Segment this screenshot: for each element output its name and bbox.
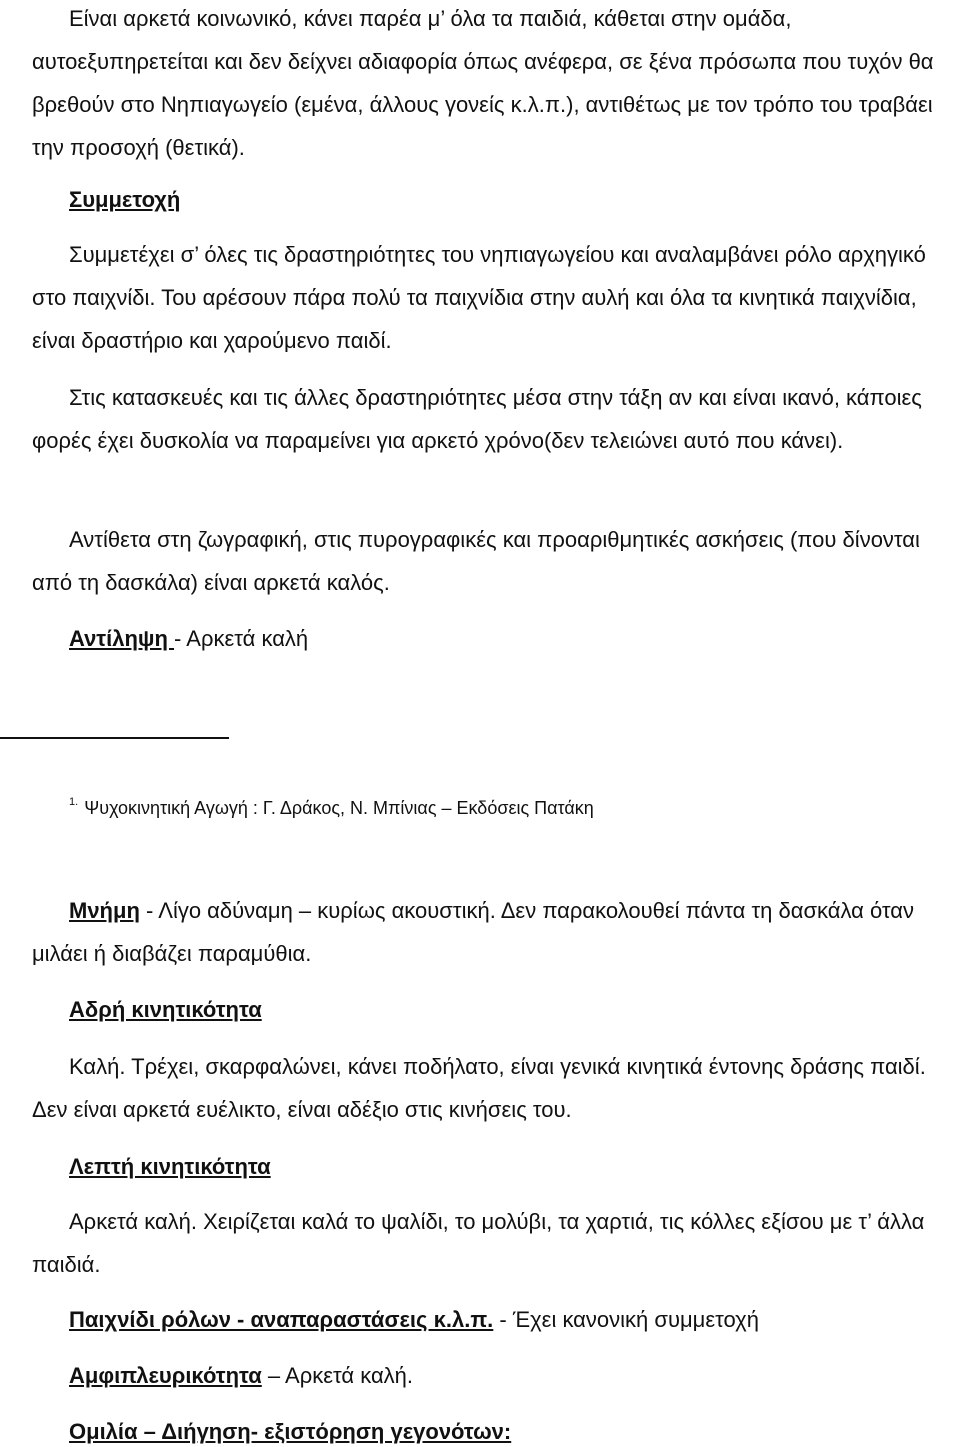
footnote — [69, 788, 594, 822]
memory-text: - Λίγο αδύναμη – κυρίως ακουστική. Δεν παρακολουθεί πάντα τη δασκάλα όταν μιλάει ή διαβάζει παραμύθια. — [32, 898, 915, 966]
heading-fine-motor: Λεπτή κινητικότητα — [69, 1154, 271, 1179]
role-play-text: - Έχει κανονική συμμετοχή — [493, 1307, 759, 1332]
role-play-line — [69, 1298, 949, 1341]
paragraph-participation: Συμμετέχει σ’ όλες τις δραστηριότητες του νηπιαγωγείου και αναλαμβάνει ρόλο αρχηγικό στο παιχνίδι. Του αρέσουν πάρα πολύ τα παιχνίδια στην αυλή και όλα τα κινητικά παιχνίδια, είναι δραστήριο και χαρούμενο παιδί. — [32, 242, 926, 353]
paragraph-sociability: Είναι αρκετά κοινωνικό, κάνει παρέα μ’ όλα τα παιδιά, κάθεται στην ομάδα, αυτοεξυπηρετείται και δεν δείχνει αδιαφορία όπως ανέφερα, σε ξένα πρόσωπα που τυχόν θα βρεθούν στο Νηπιαγωγείο (εμένα, άλλους γονείς κ.λ.π.), αντιθέτως με τον τρόπο του τραβάει την προσοχή (θετικά). — [32, 6, 934, 160]
heading-ambidexterity: Αμφιπλευρικότητα — [69, 1363, 262, 1388]
heading-perception: Αντίληψη — [69, 626, 175, 651]
paragraph-memory — [32, 889, 952, 975]
heading-memory: Μνήμη — [69, 898, 140, 923]
paragraph-fine-motor: Αρκετά καλή. Χειρίζεται καλά το ψαλίδι, το μολύβι, τα χαρτιά, τις κόλλες εξίσου με τ’ άλλα παιδιά. — [32, 1209, 925, 1277]
heading-gross-motor: Αδρή κινητικότητα — [69, 997, 262, 1022]
heading-speech: Ομιλία – Διήγηση- εξιστόρηση γεγονότων: — [69, 1419, 512, 1444]
paragraph-constructions: Στις κατασκευές και τις άλλες δραστηριότητες μέσα στην τάξη αν και είναι ικανό, κάποιες φορές έχει δυσκολία να παραμείνει για αρκετό χρόνο(δεν τελειώνει αυτό που κάνει). — [32, 385, 922, 453]
perception-line — [69, 617, 949, 660]
footnote-marker: 1. — [69, 796, 79, 808]
heading-participation: Συμμετοχή — [69, 187, 181, 212]
footnote-separator — [0, 737, 229, 739]
ambidexterity-text: – Αρκετά καλή. — [261, 1363, 414, 1388]
paragraph-gross-motor: Καλή. Τρέχει, σκαρφαλώνει, κάνει ποδήλατο, είναι γενικά κινητικά έντονης δράσης παιδί. Δεν είναι αρκετά ευέλικτο, είναι αδέξιο στις κινήσεις του. — [32, 1054, 926, 1122]
footnote-text: Ψυχοκινητική Αγωγή : Γ. Δράκος, Ν. Μπίνιας – Εκδόσεις Πατάκη — [84, 798, 594, 818]
paragraph-drawing: Αντίθετα στη ζωγραφική, στις πυρογραφικές και προαριθμητικές ασκήσεις (που δίνονται από τη δασκάλα) είναι αρκετά καλός. — [32, 527, 920, 595]
ambidexterity-line — [69, 1354, 949, 1397]
perception-value: - Αρκετά καλή — [174, 626, 309, 651]
heading-role-play: Παιχνίδι ρόλων - αναπαραστάσεις κ.λ.π. — [69, 1307, 494, 1332]
